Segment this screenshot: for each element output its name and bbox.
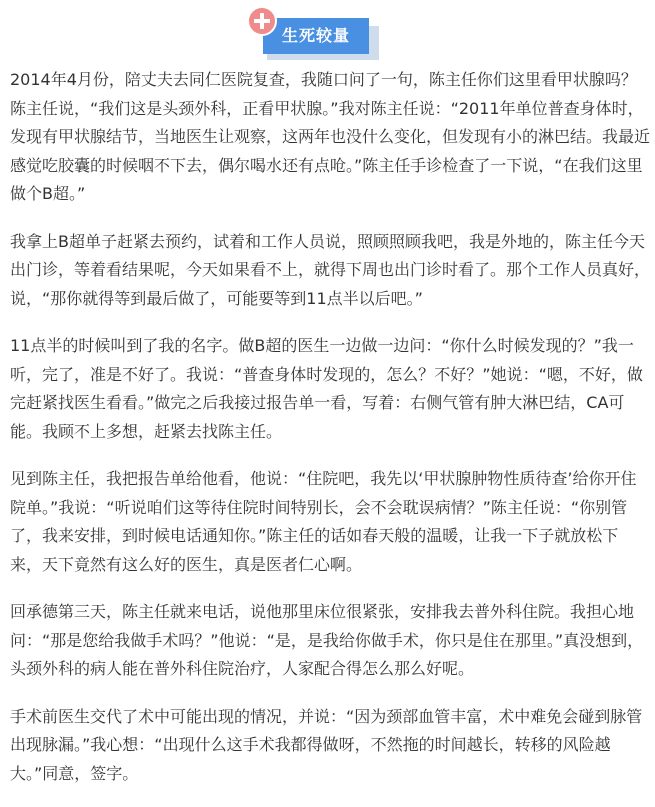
article-body <box>10 66 650 807</box>
paragraph-3: 11点半的时候叫到了我的名字。做B超的医生一边做一边问：“你什么时候发现的？”我一听，完了，准是不好了。我说：“普查身体时发现的，怎么？不好？”她说：“嗯，不好，做完赶紧找医生看看。”做完之后我接过报告单一看，写着：右侧气管有肿大淋巴结，CA可能。我顾不上多想，赶紧去找陈主任。 <box>10 336 643 441</box>
medical-cross-icon <box>247 6 277 36</box>
paragraph-5: 回承德第三天，陈主任就来电话，说他那里床位很紧张，安排我去普外科住院。我担心地问：“那是您给我做手术吗？”他说：“是，是我给你做手术，你只是住在那里。”真没想到，头颈外科的病人能在普外科住院治疗，人家配合得怎么那么好呢。 <box>10 602 644 678</box>
paragraph-4: 见到陈主任，我把报告单给他看，他说：“住院吧，我先以‘甲状腺肿物性质待查’给你开住院单。”我说：“听说咱们这等待住院时间特别长，会不会耽误病情？”陈主任说：“你别管了，我来安排，到时候电话通知你。”陈主任的话如春天般的温暖，让我一下子就放松下来，天下竟然有这么好的医生，真是医者仁心啊。 <box>10 469 637 574</box>
page-title: 生死较量 <box>263 18 369 54</box>
paragraph-1: 2014年4月份，陪丈夫去同仁医院复查，我随口问了一句，陈主任你们这里看甲状腺吗？陈主任说，“我们这是头颈外科，正看甲状腺。”我对陈主任说：“2011年单位普查身体时，发现有甲状腺结节，当地医生让观察，这两年也没什么变化，但发现有小的淋巴结。我最近感觉吃胶囊的时候咽不下去，偶尔喝水还有点呛。”陈主任手诊检查了一下说，“在我们这里做个B超。” <box>10 70 651 203</box>
paragraph-6: 手术前医生交代了术中可能出现的情况，并说：“因为颈部血管丰富，术中难免会碰到脉管出现脉漏。”我心想：“出现什么这手术我都得做呀，不然拖的时间越长，转移的风险越大。”同意，签字。 <box>10 706 643 783</box>
title-badge <box>245 4 380 62</box>
paragraph-2: 我拿上B超单子赶紧去预约，试着和工作人员说，照顾照顾我吧，我是外地的，陈主任今天出门诊，等着看结果呢，今天如果看不上，就得下周也出门诊时看了。那个工作人员真好，说，“那你就得等到最后做了，可能要等到11点半以后吧。” <box>10 231 651 308</box>
